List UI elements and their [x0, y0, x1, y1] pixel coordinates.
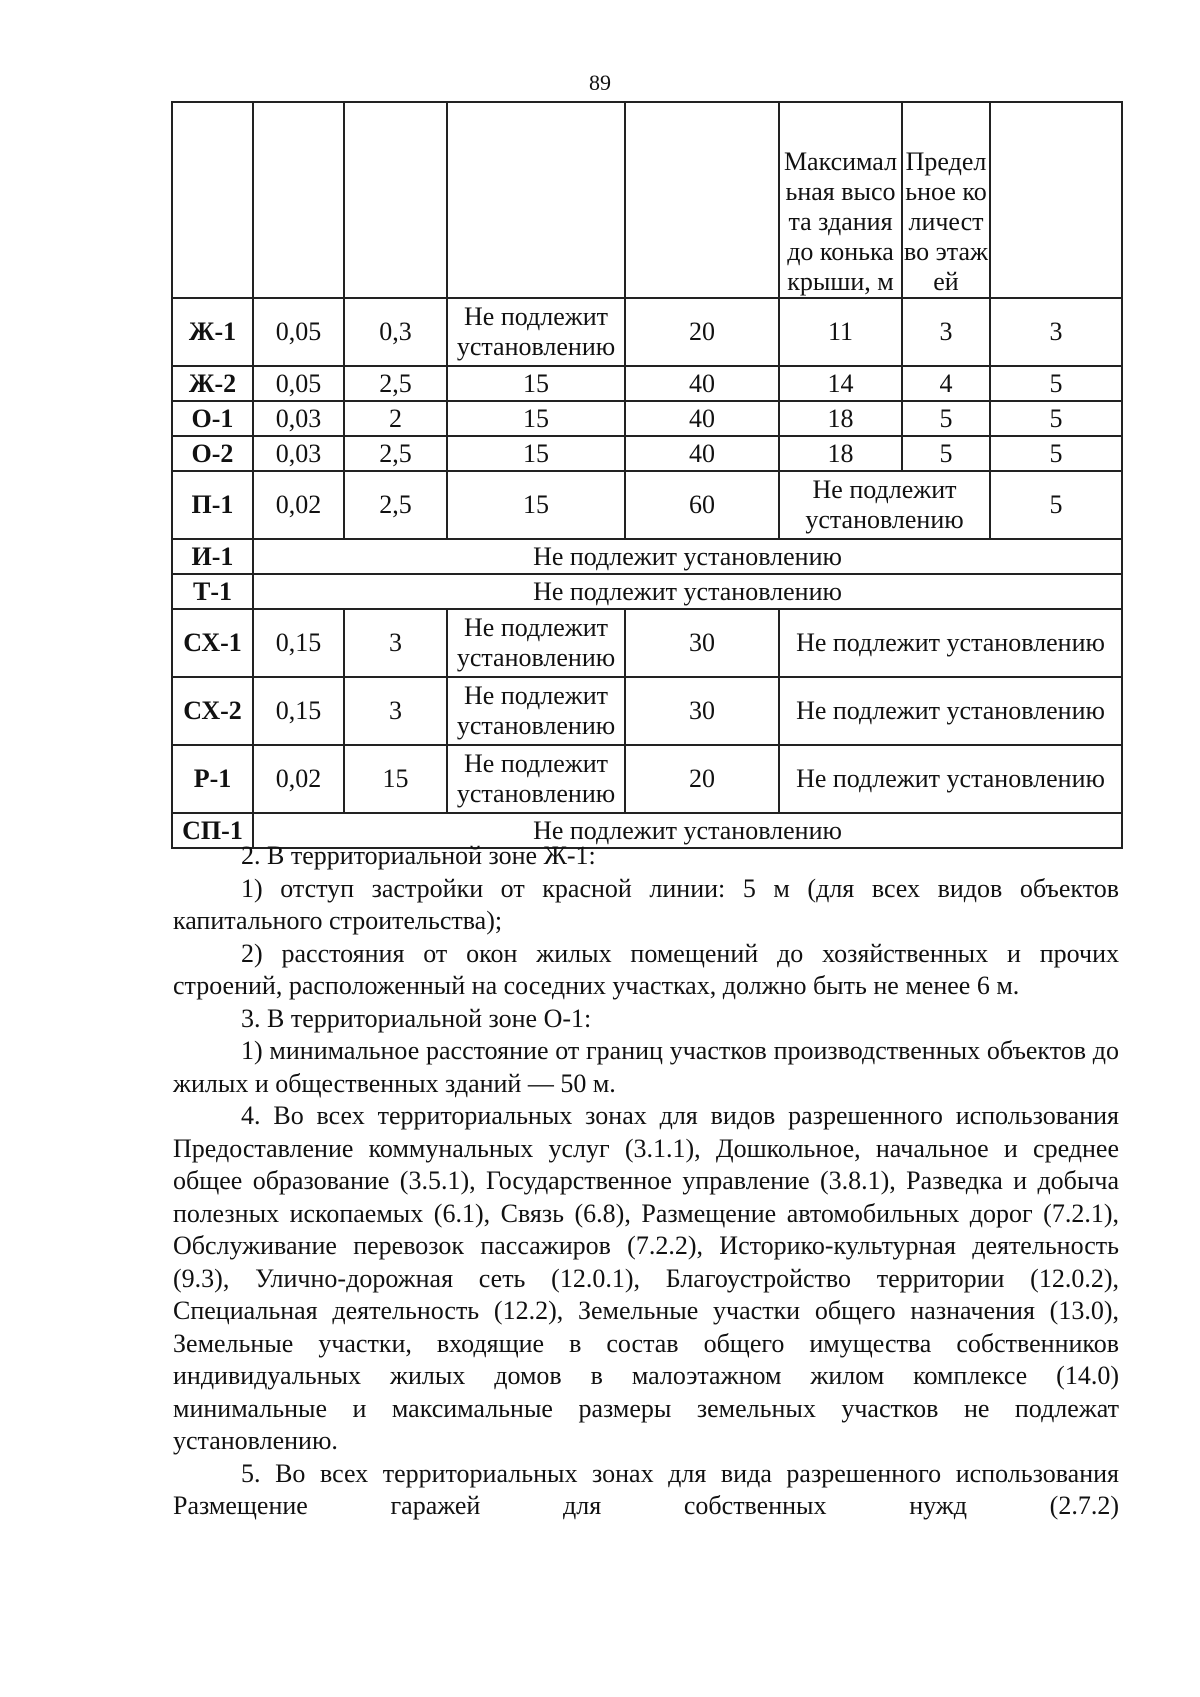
table-cell: 18	[779, 436, 902, 471]
table-cell: 30	[625, 677, 779, 745]
zone-code: СХ-2	[172, 677, 253, 745]
table-row	[172, 745, 1122, 813]
table-header-row	[172, 102, 1122, 298]
paragraph: 2. В территориальной зоне Ж-1:	[241, 841, 596, 870]
table-cell: 20	[625, 745, 779, 813]
paragraph: 2) расстояния от окон жилых помещений до хозяйственных и прочих строений, расположенный на соседних участках, должно быть не менее 6 м.	[173, 938, 1119, 1000]
table-row	[172, 366, 1122, 401]
table-cell: 0,05	[253, 298, 344, 366]
table-cell: 40	[625, 401, 779, 436]
table-cell: Не подлежит установлению	[779, 609, 1122, 677]
zones-parameters-table	[171, 101, 1123, 849]
table-cell: 40	[625, 366, 779, 401]
table-cell: 3	[902, 298, 990, 366]
zone-code: Ж-1	[172, 298, 253, 366]
table-row	[172, 436, 1122, 471]
table-cell: 3	[990, 298, 1122, 366]
table-cell: Не подлежит установлению	[253, 574, 1122, 609]
zone-code: П-1	[172, 471, 253, 539]
header-max-floors: Предельное количество этажей	[902, 102, 990, 298]
table-cell: 5	[902, 436, 990, 471]
table-cell: 0,02	[253, 745, 344, 813]
table-cell: Не подлежит установлению	[447, 298, 625, 366]
body-text	[173, 840, 1119, 1523]
table-row	[172, 539, 1122, 574]
table-row	[172, 677, 1122, 745]
table-cell: Не подлежит установлению	[447, 609, 625, 677]
table-cell: Не подлежит установлению	[253, 813, 1122, 848]
table-cell: 15	[447, 471, 625, 539]
table-cell: 15	[447, 401, 625, 436]
table-cell: 5	[990, 401, 1122, 436]
table-row	[172, 471, 1122, 539]
table-cell: 0,15	[253, 609, 344, 677]
paragraph: 3. В территориальной зоне О-1:	[241, 1003, 592, 1033]
table-cell: Не подлежит установлению	[779, 677, 1122, 745]
table-cell: 18	[779, 401, 902, 436]
table-row	[172, 401, 1122, 436]
table-cell: 0,02	[253, 471, 344, 539]
zone-code: О-2	[172, 436, 253, 471]
table-cell: 2,5	[344, 471, 447, 539]
table-row	[172, 298, 1122, 366]
table-cell: 2	[344, 401, 447, 436]
table-cell: 5	[990, 471, 1122, 539]
table-cell: Не подлежит установлению	[253, 539, 1122, 574]
table-cell: 11	[779, 298, 902, 366]
zone-code: Т-1	[172, 574, 253, 609]
zone-code: СХ-1	[172, 609, 253, 677]
header-max-height: Максимальная высота здания до конька крыши, м	[779, 102, 902, 298]
table-cell: 4	[902, 366, 990, 401]
table-cell: 15	[447, 366, 625, 401]
zone-code: Ж-2	[172, 366, 253, 401]
table-row	[172, 609, 1122, 677]
zone-code: О-1	[172, 401, 253, 436]
zone-code: И-1	[172, 539, 253, 574]
table-cell: 0,15	[253, 677, 344, 745]
table-cell: 15	[447, 436, 625, 471]
paragraph: 5. Во всех территориальных зонах для вида разрешенного использования Размещение гаражей для собственных нужд (2.7.2)	[173, 1458, 1119, 1520]
table-cell: 0,3	[344, 298, 447, 366]
table-cell: 14	[779, 366, 902, 401]
table-row	[172, 574, 1122, 609]
table-cell: Не подлежит установлению	[447, 745, 625, 813]
table-cell: 0,03	[253, 436, 344, 471]
table-cell: 20	[625, 298, 779, 366]
zone-code: Р-1	[172, 745, 253, 813]
zone-code: СП-1	[172, 813, 253, 848]
table-cell: 5	[902, 401, 990, 436]
table-cell: Не подлежит установлению	[779, 471, 990, 539]
table-cell: Не подлежит установлению	[779, 745, 1122, 813]
table-cell: Не подлежит установлению	[447, 677, 625, 745]
page-number: 89	[589, 70, 611, 95]
table-cell: 5	[990, 436, 1122, 471]
table-cell: 0,03	[253, 401, 344, 436]
paragraph: 1) отступ застройки от красной линии: 5 м (для всех видов объектов капитального строительства);	[173, 873, 1119, 935]
table-cell: 30	[625, 609, 779, 677]
table-cell: 60	[625, 471, 779, 539]
table-cell: 15	[344, 745, 447, 813]
table-cell: 2,5	[344, 366, 447, 401]
table-cell: 5	[990, 366, 1122, 401]
paragraph: 1) минимальное расстояние от границ участков производственных объектов до жилых и общественных зданий — 50 м.	[173, 1036, 1119, 1098]
table-cell: 0,05	[253, 366, 344, 401]
table-cell: 40	[625, 436, 779, 471]
table-cell: 2,5	[344, 436, 447, 471]
table-cell: 3	[344, 609, 447, 677]
table-cell: 3	[344, 677, 447, 745]
paragraph: 4. Во всех территориальных зонах для видов разрешенного использования Предоставление коммунальных услуг (3.1.1), Дошкольное, начальное и среднее общее образование (3.5.1), Государственное управление (3.8.1), Разведка и добыча полезных ископаемых (6.1), Связь (6.8), Размещение автомобильных дорог (7.2.1), Обслуживание перевозок пассажиров (7.2.2), Историко-культурная деятельность (9.3), Улично-дорожная сеть (12.0.1), Благоустройство территории (12.0.2), Специальная деятельность (12.2), Земельные участки общего назначения (13.0), Земельные участки, входящие в состав общего имущества собственников индивидуальных жилых домов в малоэтажном жилом комплексе (14.0) минимальные и максимальные размеры земельных участков не подлежат установлению.	[173, 1101, 1119, 1455]
